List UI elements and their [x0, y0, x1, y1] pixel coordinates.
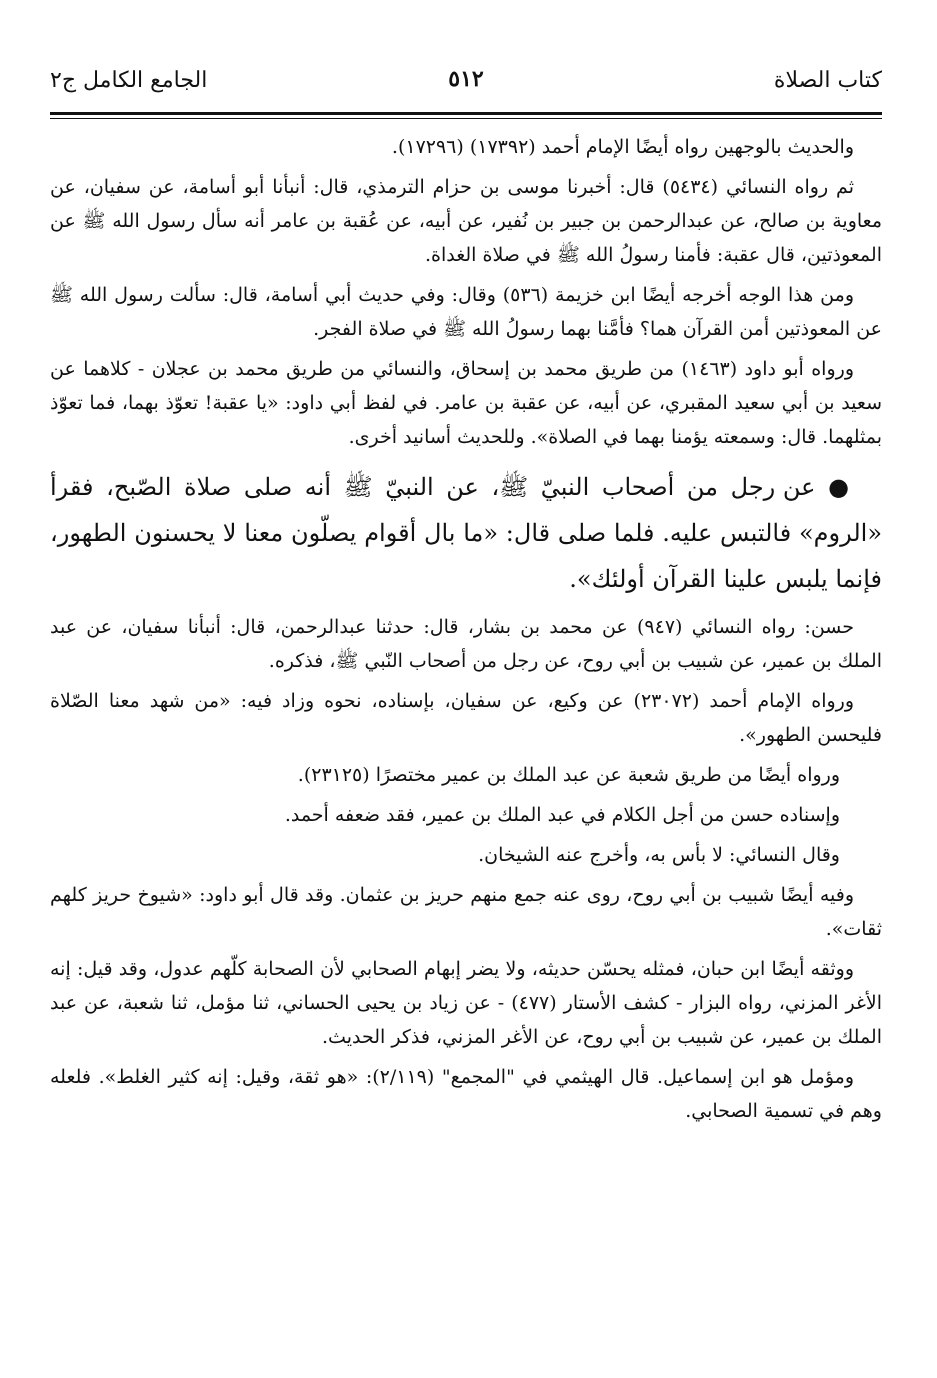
running-header	[50, 62, 882, 102]
header-rule-thin	[50, 118, 882, 119]
header-rule-thick	[50, 112, 882, 115]
hadith-body: عن رجل من أصحاب النبيّ ﷺ، عن النبيّ ﷺ أنه صلى صلاة الصّبح، فقرأ «الروم» فالتبس عليه. فلما صلى قال: «ما بال أقوام يصلّون معنا لا يحسنون الطهور، فإنما يلبس علينا القرآن أولئك».	[50, 473, 882, 593]
paragraph: ورواه أبو داود (١٤٦٣) من طريق محمد بن إسحاق، والنسائي من طريق محمد بن عجلان - كلاهما عن سعيد بن أبي سعيد المقبري، عن أبيه، عن عقبة بن عامر. في لفظ أبي داود: «يا عقبة! تعوّذ بهما، فما تعوّذ بمثلهما. قال: وسمعته يؤمنا بهما في الصلاة». وللحديث أسانيد أخرى.	[50, 358, 882, 448]
paragraph: ثم رواه النسائي (٥٤٣٤) قال: أخبرنا موسى بن حزام الترمذي، قال: أنبأنا أبو أسامة، عن سفيان، عن معاوية بن صالح، عن عبدالرحمن بن جبير بن نُفير، عن أبيه، عن عُقبة بن عامر أنه سأل رسول الله ﷺ عن المعوذتين، قال عقبة: فأمنا رسولُ الله ﷺ في صلاة الغداة.	[50, 176, 882, 266]
closing-paragraph: ومؤمل هو ابن إسماعيل. قال الهيثمي في "المجمع" (٢/١١٩): «هو ثقة، وقيل: إنه كثير الغلط». فلعله وهم في تسمية الصحابي.	[50, 1066, 882, 1122]
paragraph: ومن هذا الوجه أخرجه أيضًا ابن خزيمة (٥٣٦) وقال: وفي حديث أبي أسامة، قال: سألت رسول الله ﷺ عن المعوذتين أمن القرآن هما؟ فأمَّنا بهما رسولُ الله ﷺ في صلاة الفجر.	[50, 284, 882, 340]
closing-paragraph: وفيه أيضًا شبيب بن أبي روح، روى عنه جمع منهم حريز بن عثمان. وقد قال أبو داود: «شيوخ حريز كلهم ثقات».	[50, 884, 882, 940]
book-title: الجامع الكامل ج٢	[50, 68, 208, 93]
indented-paragraph: ورواه أيضًا من طريق شعبة عن عبد الملك بن عمير مختصرًا (٢٣١٢٥).	[297, 764, 840, 786]
hadith-bullet: ●	[828, 472, 854, 501]
commentary-paragraph: ورواه الإمام أحمد (٢٣٠٧٢) عن وكيع، عن سفيان، بإسناده، نحوه وزاد فيه: «من شهد معنا الصّلاة فليحسن الطهور».	[50, 690, 882, 746]
page-body	[50, 130, 882, 1134]
paragraph: والحديث بالوجهين رواه أيضًا الإمام أحمد (١٧٣٩٢) (١٧٢٩٦).	[391, 136, 854, 158]
indented-paragraph: وقال النسائي: لا بأس به، وأخرج عنه الشيخان.	[478, 844, 840, 866]
page-number: ٥١٢	[448, 66, 484, 92]
commentary-paragraph: حسن: رواه النسائي (٩٤٧) عن محمد بن بشار، قال: حدثنا عبدالرحمن، قال: أنبأنا سفيان، عن عبد الملك بن عمير، عن شبيب بن أبي روح، عن رجل من أصحاب النّبي ﷺ، فذكره.	[50, 616, 882, 672]
indented-paragraph: وإسناده حسن من أجل الكلام في عبد الملك بن عمير، فقد ضعفه أحمد.	[284, 804, 840, 826]
chapter-title: كتاب الصلاة	[773, 68, 882, 93]
closing-paragraph: ووثقه أيضًا ابن حبان، فمثله يحسّن حديثه، ولا يضر إبهام الصحابي لأن الصحابة كلّهم عدول، وقد قيل: إنه الأغر المزني، رواه البزار - كشف الأستار (٤٧٧) - عن زياد بن يحيى الحساني، ثنا مؤمل، ثنا شعبة، عن عبد الملك بن عمير، عن شبيب بن أبي روح، عن الأغر المزني، فذكر الحديث.	[50, 958, 882, 1048]
hadith-text	[50, 464, 882, 602]
